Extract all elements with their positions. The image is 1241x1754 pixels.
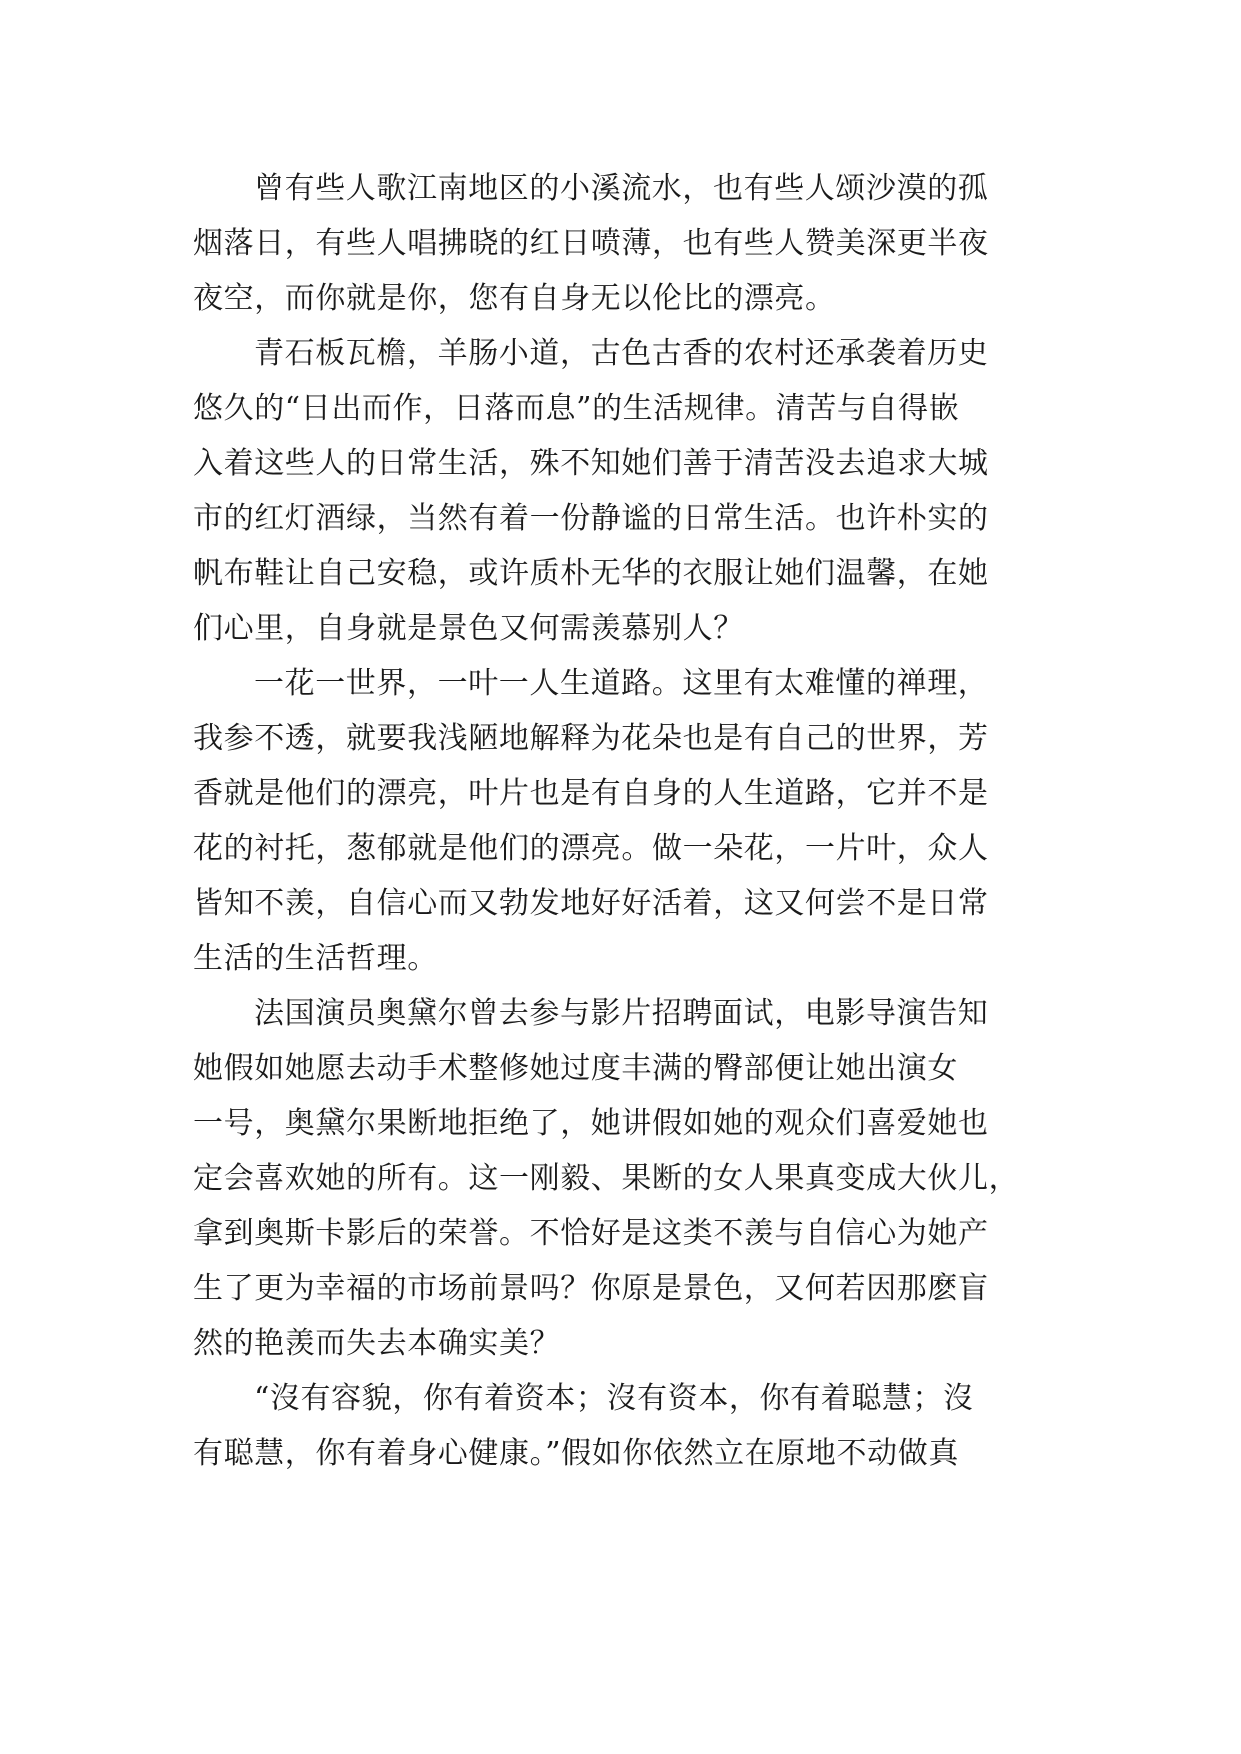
paragraph-1-line-3: 夜空，而你就是你，您有自身无以伦比的漂亮。 <box>193 281 836 316</box>
paragraph-1-line-1: 曾有些人歌江南地区的小溪流水，也有些人颂沙漠的孤 <box>254 171 989 206</box>
paragraph-3-line-3: 香就是他们的漂亮，叶片也是有自身的人生道路，它并不是 <box>193 776 989 811</box>
paragraph-2-line-6: 们心里，自身就是景色又何需羡慕别人？ <box>193 611 744 646</box>
paragraph-2-line-1: 青石板瓦檐，羊肠小道，古色古香的农村还承袭着历史 <box>254 336 989 371</box>
paragraph-4-line-1: 法国演员奥黛尔曾去参与影片招聘面试，电影导演告知 <box>254 996 989 1031</box>
paragraph-2-line-3: 入着这些人的日常生活，殊不知她们善于清苦没去追求大城 <box>193 446 989 481</box>
paragraph-4-line-6: 生了更为幸福的市场前景吗？你原是景色，又何若因那麽盲 <box>193 1271 989 1306</box>
paragraph-4-line-5: 拿到奥斯卡影后的荣誉。不恰好是这类不羡与自信心为她产 <box>193 1216 989 1251</box>
paragraph-3-line-5: 皆知不羡，自信心而又勃发地好好活着，这又何尝不是日常 <box>193 886 989 921</box>
paragraph-4-line-4: 定会喜欢她的所有。这一刚毅、果断的女人果真变成大伙儿， <box>193 1161 1020 1196</box>
paragraph-4-line-2: 她假如她愿去动手术整修她过度丰满的臀部便让她出演女 <box>193 1051 958 1086</box>
paragraph-4-line-7: 然的艳羡而失去本确实美？ <box>193 1326 561 1361</box>
paragraph-3-line-4: 花的衬托，葱郁就是他们的漂亮。做一朵花，一片叶，众人 <box>193 831 989 866</box>
paragraph-2-line-5: 帆布鞋让自己安稳，或许质朴无华的衣服让她们温馨，在她 <box>193 556 989 591</box>
paragraph-3-line-1: 一花一世界，一叶一人生道路。这里有太难懂的禅理， <box>254 666 989 701</box>
paragraph-3-line-6: 生活的生活哲理。 <box>193 941 438 976</box>
paragraph-2-line-4: 市的红灯酒绿，当然有着一份静谧的日常生活。也许朴实的 <box>193 501 989 536</box>
paragraph-5-line-1: “沒有容貌，你有着资本；沒有资本，你有着聪慧；沒 <box>254 1381 974 1416</box>
paragraph-3-line-2: 我参不透，就要我浅陋地解释为花朵也是有自己的世界，芳 <box>193 721 989 756</box>
paragraph-2-line-2: 悠久的“日出而作，日落而息”的生活规律。清苦与自得嵌 <box>193 391 960 426</box>
paragraph-1-line-2: 烟落日，有些人唱拂晓的红日喷薄，也有些人赞美深更半夜 <box>193 226 989 261</box>
paragraph-5-line-2: 有聪慧，你有着身心健康。”假如你依然立在原地不动做真 <box>193 1436 959 1471</box>
paragraph-4-line-3: 一号，奥黛尔果断地拒绝了，她讲假如她的观众们喜爱她也 <box>193 1106 989 1141</box>
document-body <box>193 161 1053 1481</box>
